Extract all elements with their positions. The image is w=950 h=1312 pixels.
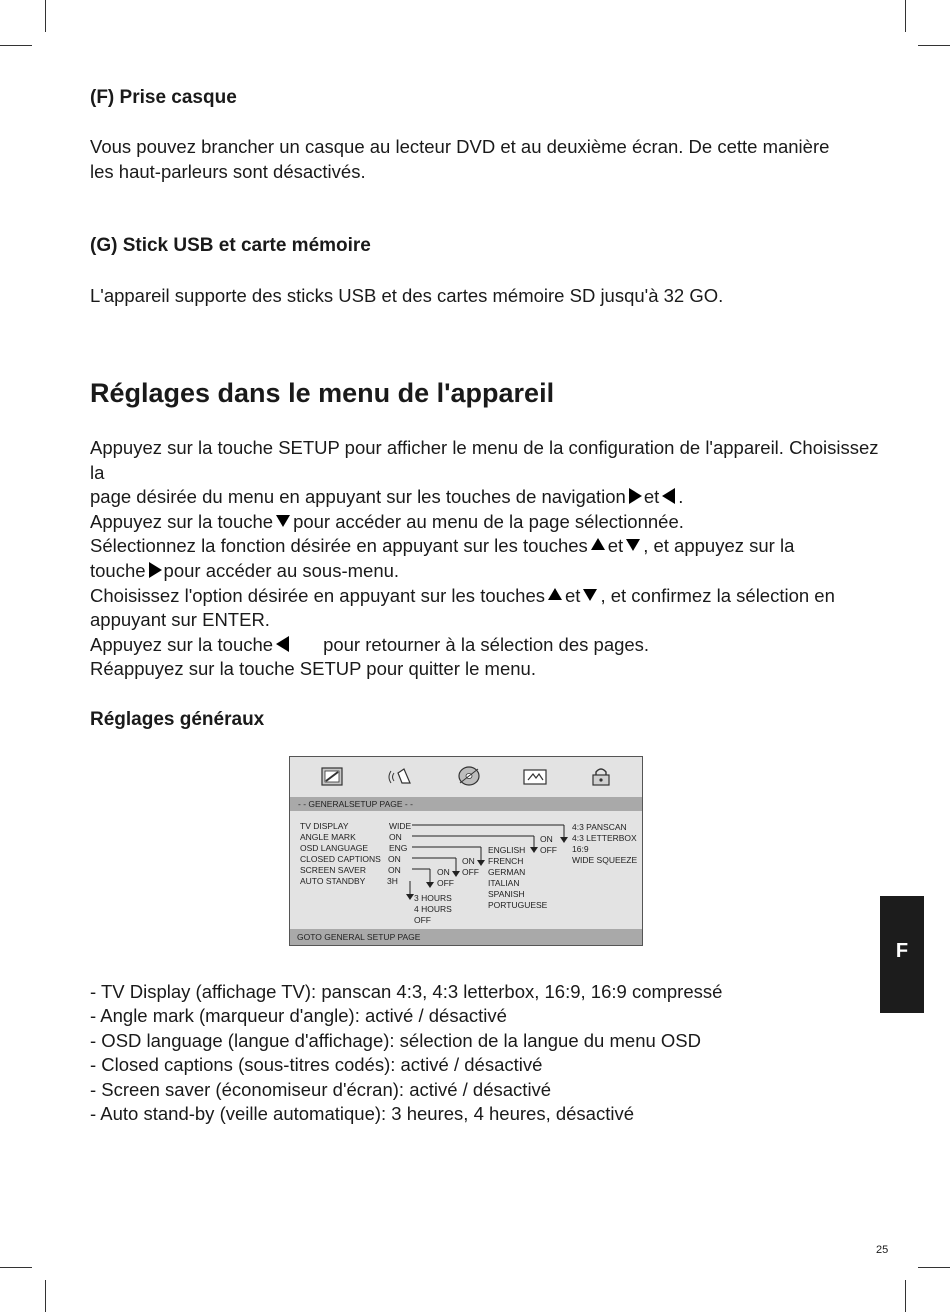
osd-option: 4:3 PANSCAN	[572, 822, 627, 832]
crop-mark	[905, 0, 906, 32]
crop-mark	[0, 1267, 32, 1268]
right-arrow-icon	[149, 562, 162, 578]
osd-option: GERMAN	[488, 867, 526, 877]
down-arrow-icon	[276, 515, 290, 527]
osd-option: ON	[462, 856, 475, 866]
instruction-line: Appuyez sur la touche SETUP pour afficher le menu de la configuration de l'appareil. Choisissez la	[90, 437, 879, 483]
list-item: - Angle mark (marqueur d'angle): activé / désactivé	[90, 1005, 507, 1026]
osd-option: OFF	[414, 915, 431, 925]
down-arrow-icon	[626, 539, 640, 551]
osd-option: 4 HOURS	[414, 904, 452, 914]
section-g-text: L'appareil supporte des sticks USB et des cartes mémoire SD jusqu'à 32 GO.	[90, 285, 724, 306]
instruction-line: Appuyez sur la touche pour accéder au menu de la page sélectionnée.	[90, 510, 684, 532]
osd-row-value: ON	[389, 832, 402, 842]
language-side-tab	[880, 896, 924, 1013]
instruction-line: touche pour accéder au sous-menu.	[90, 559, 400, 581]
left-arrow-icon	[662, 488, 675, 504]
osd-option: 16:9	[572, 844, 589, 854]
crop-mark	[45, 1280, 46, 1312]
right-arrow-icon	[629, 488, 642, 504]
crop-mark	[0, 45, 32, 46]
side-tab-label: F	[895, 940, 909, 962]
crop-mark	[905, 1280, 906, 1312]
down-arrow-icon	[583, 589, 597, 601]
crop-mark	[918, 45, 950, 46]
osd-row-label: ANGLE MARK	[300, 832, 356, 842]
list-item: - Closed captions (sous-titres codés): activé / désactivé	[90, 1054, 543, 1075]
osd-option: ITALIAN	[488, 878, 520, 888]
osd-setup-screen	[289, 756, 643, 946]
osd-footer-bar	[290, 929, 642, 945]
osd-option: PORTUGUESE	[488, 900, 548, 910]
osd-option: ON	[540, 834, 553, 844]
page-number: 25	[876, 1244, 889, 1256]
menu-instructions	[90, 436, 880, 682]
list-item: - OSD language (langue d'affichage): sélection de la langue du menu OSD	[90, 1030, 701, 1051]
instruction-line: Choisissez l'option désirée en appuyant sur les touches et , et confirmez la sélection en	[90, 584, 835, 606]
menu-section-title: Réglages dans le menu de l'appareil	[90, 378, 555, 408]
list-item: - Screen saver (économiseur d'écran): activé / désactivé	[90, 1079, 552, 1100]
list-item: - TV Display (affichage TV): panscan 4:3, 4:3 letterbox, 16:9, 16:9 compressé	[90, 981, 723, 1002]
osd-option: FRENCH	[488, 856, 524, 866]
left-arrow-icon	[276, 636, 289, 652]
osd-row-label: CLOSED CAPTIONS	[300, 854, 381, 864]
crop-mark	[918, 1267, 950, 1268]
osd-header-text: - - GENERALSETUP PAGE - -	[298, 799, 413, 809]
crop-mark	[45, 0, 46, 32]
osd-row-value: ENG	[389, 843, 408, 853]
osd-footer-text: GOTO GENERAL SETUP PAGE	[297, 932, 421, 942]
osd-option: 4:3 LETTERBOX	[572, 833, 637, 843]
section-g-title: (G) Stick USB et carte mémoire	[90, 235, 371, 256]
osd-option: ON	[437, 867, 450, 877]
osd-row-label: SCREEN SAVER	[300, 865, 366, 875]
general-settings-title: Réglages généraux	[90, 709, 265, 730]
instruction-line: page désirée du menu en appuyant sur les touches de navigation et .	[90, 486, 684, 508]
osd-row-value: WIDE	[389, 821, 412, 831]
instruction-line: Réappuyez sur la touche SETUP pour quitter le menu.	[90, 658, 536, 680]
up-arrow-icon	[591, 538, 605, 550]
osd-option: ENGLISH	[488, 845, 526, 855]
osd-option: SPANISH	[488, 889, 525, 899]
osd-option: OFF	[540, 845, 557, 855]
up-arrow-icon	[548, 588, 562, 600]
section-f-title: (F) Prise casque	[90, 87, 237, 108]
instruction-line: Appuyez sur la touche pour retourner à la sélection des pages.	[90, 633, 650, 655]
instruction-line: Sélectionnez la fonction désirée en appuyant sur les touches et , et appuyez sur la	[90, 535, 795, 557]
osd-option: WIDE SQUEEZE	[572, 855, 638, 865]
osd-row-label: OSD LANGUAGE	[300, 843, 369, 853]
osd-row-label: TV DISPLAY	[300, 821, 349, 831]
osd-row-value: ON	[388, 865, 401, 875]
osd-option: OFF	[437, 878, 454, 888]
osd-row-value: 3H	[387, 876, 398, 886]
instruction-line: appuyant sur ENTER.	[90, 609, 270, 631]
osd-option: OFF	[462, 867, 479, 877]
section-f-text: Vous pouvez brancher un casque au lecteur DVD et au deuxième écran. De cette manière les haut-parleurs sont désactivés.	[90, 136, 830, 182]
osd-row-value: ON	[388, 854, 401, 864]
list-item: - Auto stand-by (veille automatique): 3 heures, 4 heures, désactivé	[90, 1103, 634, 1124]
osd-option: 3 HOURS	[414, 893, 452, 903]
osd-row-label: AUTO STANDBY	[300, 876, 366, 886]
